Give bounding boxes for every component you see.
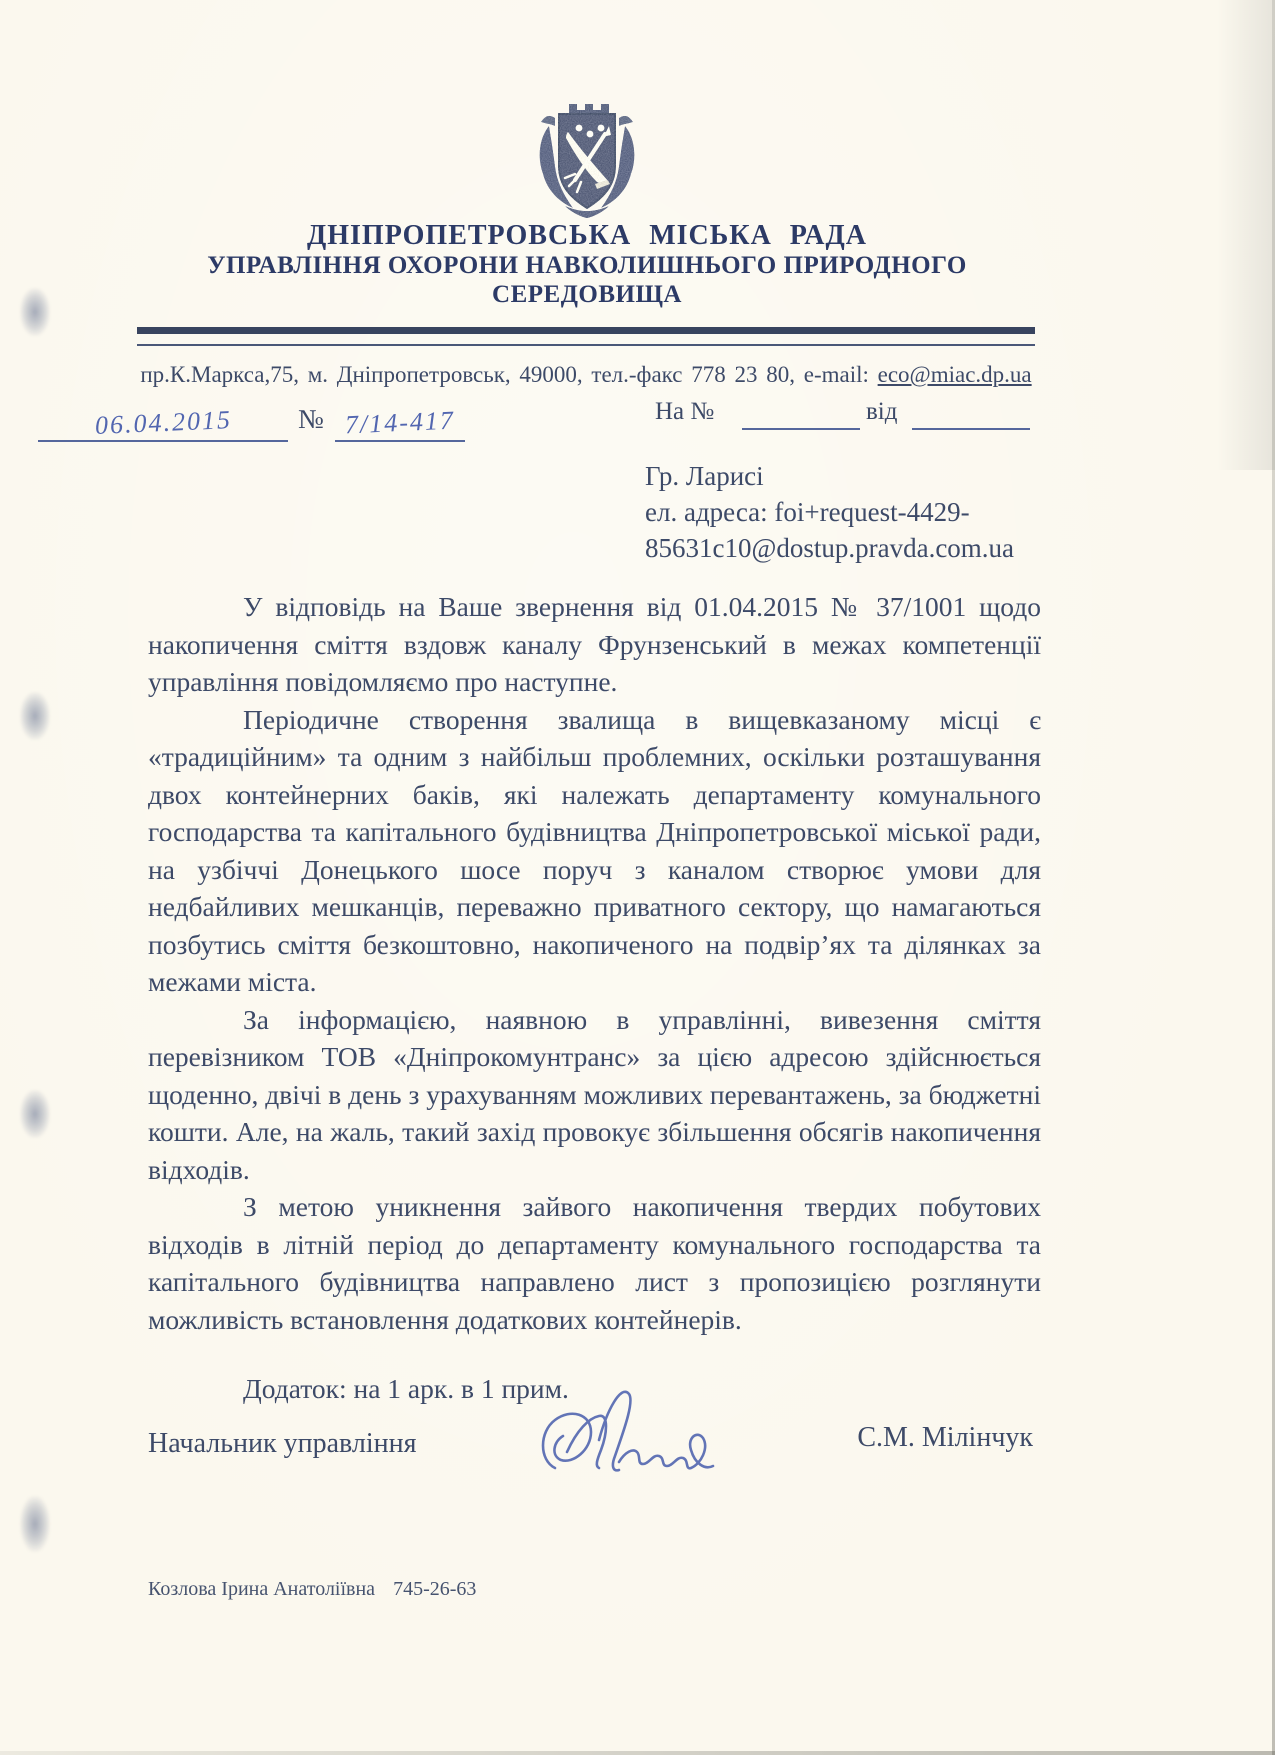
body-paragraph-2: Періодичне створення звалища в вищевказаному місці є «традиційним» та одним з найбільш проблемних, оскільки розташування двох контейнерних баків, які належать департаменту комунального господарства та капітального будівництва Дніпропетровської міської ради, на узбіччі Донецького шосе поруч з каналом створює умови для недбайливих мешканців, переважно приватного сектору, що намагаються позбутись сміття безкоштовно, накопиченого на подвір’ях та ділянках за межами міста. xyxy=(148,703,1041,997)
reply-date-blank xyxy=(912,396,1030,430)
handwritten-number: 7/14-417 xyxy=(344,405,456,440)
executor-phone: 745-26-63 xyxy=(393,1578,477,1600)
signer-name: С.М. Мілінчук xyxy=(857,1422,1033,1453)
recipient-email-line1: ел. адреса: foi+request-4429- xyxy=(645,497,970,527)
org-name-line1: ДНІПРОПЕТРОВСЬКА МІСЬКА РАДА xyxy=(306,220,868,251)
signature-svg xyxy=(533,1390,733,1500)
header-rule-thin xyxy=(137,344,1035,346)
staple-smudge-mark xyxy=(20,1496,50,1552)
org-address-line xyxy=(137,362,1035,388)
signer-title: Начальник управління xyxy=(148,1428,417,1459)
coat-of-arms-svg xyxy=(535,98,639,220)
letter-body xyxy=(148,588,1041,1408)
org-name-line2: УПРАВЛІННЯ ОХОРОНИ НАВКОЛИШНЬОГО ПРИРОДНОГО xyxy=(207,252,967,279)
org-email: eco@miac.dp.ua xyxy=(877,362,1032,387)
staple-smudge-mark xyxy=(20,692,50,740)
body-paragraph-4: З метою уникнення зайвого накопичення твердих побутових відходів в літній період до департаменту комунального господарства та капітального будівництва направлено лист з пропозицією розглянути можливість встановлення додаткових контейнерів. xyxy=(148,1191,1041,1335)
reply-number-blank xyxy=(742,396,860,430)
header-rule-thick xyxy=(137,327,1035,334)
outgoing-number-field xyxy=(335,405,465,442)
recipient-email-line2: 85631c10@dostup.pravda.com.ua xyxy=(645,533,1015,563)
scan-bottom-border xyxy=(0,1751,1275,1755)
executor-name: Козлова Ірина Анатоліївна xyxy=(148,1578,376,1600)
handwritten-signature xyxy=(533,1390,733,1508)
recipient-block xyxy=(645,458,1065,566)
body-paragraph-1: У відповідь на Ваше звернення від 01.04.2015 № 37/1001 щодо накопичення сміття вздовж каналу Фрунзенський в межах компетенції управління повідомляємо про наступне. xyxy=(148,591,1041,697)
coat-of-arms-icon xyxy=(137,98,1037,220)
reply-from-label: від xyxy=(866,398,898,425)
signature-row xyxy=(148,1418,1041,1538)
staple-smudge-mark xyxy=(20,1090,50,1138)
attachment-note: Додаток: на 1 арк. в 1 прим. xyxy=(243,1373,569,1404)
recipient-name: Гр. Ларисі xyxy=(645,461,764,491)
outgoing-date-field xyxy=(38,405,288,442)
handwritten-date: 06.04.2015 xyxy=(93,405,233,440)
body-paragraph-3: За інформацією, наявною в управлінні, вивезення сміття перевізником ТОВ «Дніпрокомунтранс» за цією адресою здійснюється щоденно, двічі в день з урахуванням можливих перевантажень, за бюджетні кошти. Але, на жаль, такий захід провокує збільшення обсягів накопичення відходів. xyxy=(148,1003,1041,1185)
org-address-text: пр.К.Маркса,75, м. Дніпропетровськ, 49000, тел.-факс 778 23 80, e-mail: xyxy=(140,362,878,387)
number-sign-label: № xyxy=(298,404,324,434)
executor-contact xyxy=(148,1578,476,1601)
reference-row xyxy=(0,396,1275,456)
org-name-line3: СЕРЕДОВИЩА xyxy=(492,281,682,308)
staple-smudge-mark xyxy=(20,288,50,336)
reply-to-number-label: На № xyxy=(655,398,715,425)
